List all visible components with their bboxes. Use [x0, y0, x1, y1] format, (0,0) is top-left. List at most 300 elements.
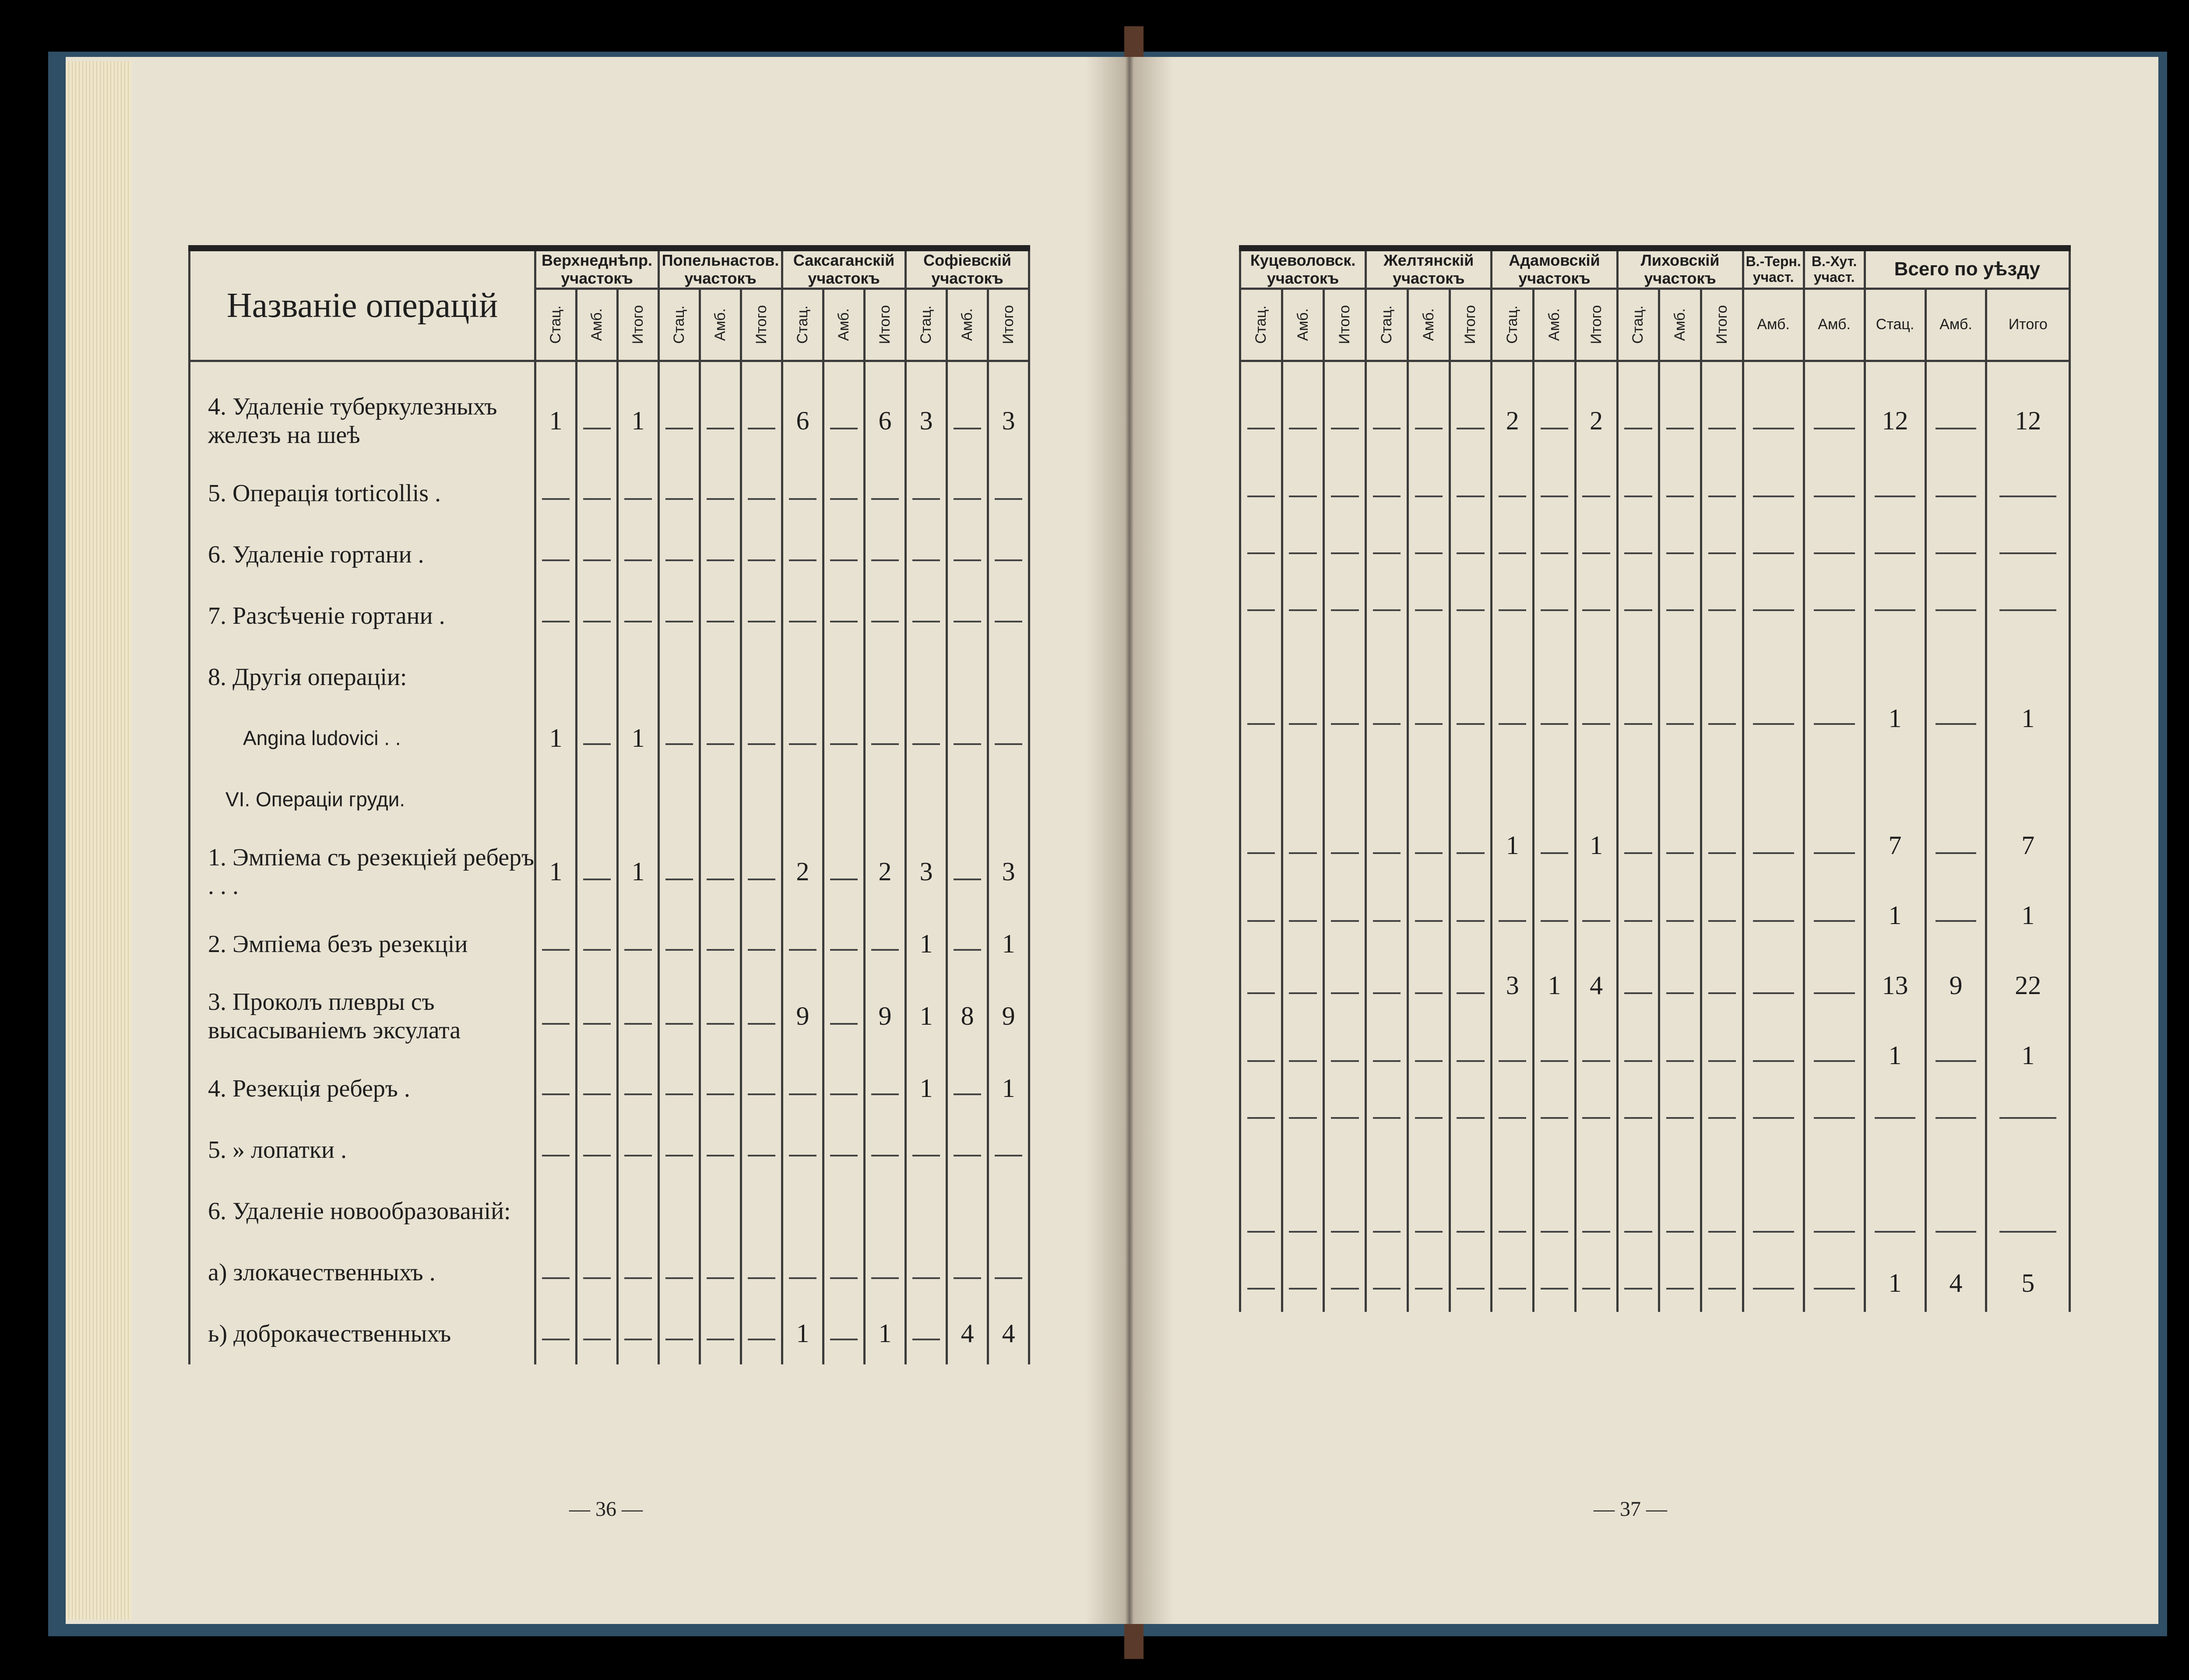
- value-cell: [1366, 1141, 1408, 1198]
- value-cell: 3: [988, 830, 1029, 914]
- value-cell: [1282, 690, 1324, 747]
- operation-name-header: Названіе операцій: [190, 248, 535, 361]
- value-cell: [1701, 804, 1743, 887]
- value-cell: [1743, 887, 1804, 944]
- column-subheader-label: Итого: [1336, 305, 1353, 344]
- district-header: В.-Хут. участ.: [1804, 248, 1865, 288]
- value-cell: [1617, 1141, 1659, 1198]
- value-cell: [1282, 463, 1324, 520]
- operation-name: a) злокачественныхъ .: [190, 1242, 535, 1303]
- column-subheader-label: Итого: [630, 305, 647, 344]
- spacer-cell: [1701, 361, 1743, 380]
- value-cell: [1743, 747, 1804, 804]
- table-row: [1240, 633, 2070, 690]
- value-cell: [659, 380, 700, 463]
- district-header: Адамовскій участокъ: [1492, 248, 1617, 288]
- value-cell: [1366, 944, 1408, 1027]
- value-cell: 2: [865, 830, 906, 914]
- value-cell: [1324, 520, 1366, 576]
- value-cell: [1366, 520, 1408, 576]
- value-cell: [618, 585, 659, 647]
- column-subheader-label: Итого: [1462, 305, 1479, 344]
- value-cell: [1534, 1141, 1576, 1198]
- value-cell: [865, 463, 906, 524]
- value-cell: [1240, 747, 1282, 804]
- column-subheader-label: Стац.: [1504, 305, 1521, 344]
- value-cell: [1743, 804, 1804, 887]
- value-cell: [1240, 804, 1282, 887]
- table-row: [190, 647, 1029, 708]
- column-subheader: [782, 288, 824, 361]
- spacer-cell: [618, 361, 659, 380]
- value-cell: [1408, 747, 1450, 804]
- value-cell: [1617, 1084, 1659, 1141]
- value-cell: [741, 975, 782, 1058]
- spacer-cell: [1240, 361, 1282, 380]
- value-cell: [1282, 887, 1324, 944]
- value-cell: [865, 1242, 906, 1303]
- value-cell: [1575, 1255, 1617, 1312]
- value-cell: [1925, 1141, 1986, 1198]
- value-cell: [824, 1119, 865, 1181]
- value-cell: [1925, 520, 1986, 576]
- column-subheader-label: Амб.: [588, 308, 605, 341]
- value-cell: 1: [1865, 1255, 1925, 1312]
- operation-name: 5. » лопатки .: [190, 1119, 535, 1181]
- table-row: [1240, 1141, 2070, 1198]
- value-cell: 9: [988, 975, 1029, 1058]
- value-cell: [1534, 520, 1576, 576]
- value-cell: 1: [1534, 944, 1576, 1027]
- value-cell: [1366, 380, 1408, 463]
- operation-name: 7. Разсѣченіе гортани .: [190, 585, 535, 647]
- value-cell: [988, 769, 1029, 830]
- value-cell: [1240, 1198, 1282, 1255]
- column-subheader: [1240, 288, 1282, 361]
- value-cell: [1366, 463, 1408, 520]
- book-gutter: [1086, 57, 1173, 1624]
- value-cell: [1986, 576, 2070, 633]
- spacer-cell: [700, 361, 741, 380]
- column-subheader-label: Стац.: [918, 305, 935, 344]
- value-cell: [618, 914, 659, 975]
- value-cell: [659, 1181, 700, 1242]
- value-cell: 2: [1492, 380, 1534, 463]
- operation-name: 5. Операція torticollis .: [190, 463, 535, 524]
- value-cell: [1701, 1141, 1743, 1198]
- table-row: [190, 463, 1029, 524]
- table-row: [190, 1181, 1029, 1242]
- value-cell: [1282, 1198, 1324, 1255]
- spacer-cell: [1450, 361, 1492, 380]
- value-cell: [1743, 1027, 1804, 1084]
- value-cell: [1701, 520, 1743, 576]
- value-cell: 6: [865, 380, 906, 463]
- value-cell: [700, 914, 741, 975]
- right-operations-table: [1239, 245, 2071, 1312]
- value-cell: [659, 647, 700, 708]
- district-header: Попельнастов. участокъ: [659, 248, 782, 288]
- value-cell: [1701, 944, 1743, 1027]
- spacer-cell: [1986, 361, 2070, 380]
- value-cell: [1240, 887, 1282, 944]
- value-cell: [1617, 1255, 1659, 1312]
- value-cell: [741, 647, 782, 708]
- value-cell: [1743, 463, 1804, 520]
- column-subheader: [659, 288, 700, 361]
- value-cell: [1986, 1084, 2070, 1141]
- value-cell: [535, 524, 577, 585]
- value-cell: [659, 1058, 700, 1119]
- operation-name: 4. Удаленіе туберкулезныхъ железъ на шеѣ: [190, 380, 535, 463]
- value-cell: [1366, 690, 1408, 747]
- value-cell: [782, 463, 824, 524]
- value-cell: [1534, 463, 1576, 520]
- value-cell: [1450, 690, 1492, 747]
- value-cell: [1575, 463, 1617, 520]
- value-cell: [1804, 1198, 1865, 1255]
- value-cell: [906, 1242, 947, 1303]
- value-cell: [577, 830, 618, 914]
- column-subheader-label: Итого: [1713, 305, 1730, 344]
- value-cell: [700, 1242, 741, 1303]
- value-cell: [1865, 1141, 1925, 1198]
- value-cell: [700, 1303, 741, 1364]
- value-cell: [1324, 576, 1366, 633]
- value-cell: [1804, 944, 1865, 1027]
- value-cell: [1659, 887, 1701, 944]
- value-cell: 4: [1575, 944, 1617, 1027]
- value-cell: [1986, 463, 2070, 520]
- value-cell: [1925, 1027, 1986, 1084]
- value-cell: [1450, 1141, 1492, 1198]
- value-cell: [1865, 1198, 1925, 1255]
- table-row: [1240, 576, 2070, 633]
- column-subheader-label: Стац.: [1252, 305, 1269, 344]
- value-cell: [824, 914, 865, 975]
- column-subheader: [1492, 288, 1534, 361]
- value-cell: [1450, 804, 1492, 887]
- value-cell: [1324, 1255, 1366, 1312]
- value-cell: [659, 975, 700, 1058]
- value-cell: [659, 524, 700, 585]
- value-cell: [1408, 804, 1450, 887]
- value-cell: [988, 585, 1029, 647]
- value-cell: 1: [535, 830, 577, 914]
- value-cell: [1366, 887, 1408, 944]
- value-cell: 4: [947, 1303, 988, 1364]
- table-row: [1240, 520, 2070, 576]
- value-cell: [947, 1058, 988, 1119]
- value-cell: [1617, 520, 1659, 576]
- value-cell: [824, 1181, 865, 1242]
- value-cell: [618, 463, 659, 524]
- value-cell: 5: [1986, 1255, 2070, 1312]
- value-cell: [1659, 520, 1701, 576]
- value-cell: [865, 1119, 906, 1181]
- value-cell: [824, 380, 865, 463]
- value-cell: [1408, 576, 1450, 633]
- value-cell: [782, 1058, 824, 1119]
- value-cell: 1: [988, 914, 1029, 975]
- table-spacer-row: [190, 361, 1029, 380]
- value-cell: [782, 708, 824, 769]
- district-header: Лиховскій участокъ: [1617, 248, 1743, 288]
- value-cell: [1492, 1027, 1534, 1084]
- column-subheader-label: Итого: [753, 305, 770, 344]
- value-cell: [741, 1303, 782, 1364]
- page-number-right: — 37 —: [1594, 1497, 1667, 1521]
- value-cell: [824, 1242, 865, 1303]
- column-subheader-label: Итого: [1587, 305, 1605, 344]
- spacer-cell: [865, 361, 906, 380]
- column-subheader-label: Стац.: [794, 305, 811, 344]
- value-cell: [618, 1119, 659, 1181]
- value-cell: [1366, 576, 1408, 633]
- value-cell: [1240, 576, 1282, 633]
- value-cell: [1282, 380, 1324, 463]
- value-cell: [1450, 1255, 1492, 1312]
- value-cell: [1534, 747, 1576, 804]
- value-cell: [1575, 887, 1617, 944]
- spacer-cell: [1743, 361, 1804, 380]
- district-header: Куцеволовск. участокъ: [1240, 248, 1366, 288]
- value-cell: [1986, 520, 2070, 576]
- table-row: [190, 1058, 1029, 1119]
- value-cell: [741, 769, 782, 830]
- value-cell: [865, 1181, 906, 1242]
- value-cell: 1: [618, 830, 659, 914]
- column-subheader-label: Итого: [2008, 316, 2048, 333]
- value-cell: [1659, 1255, 1701, 1312]
- column-subheader: [1534, 288, 1576, 361]
- value-cell: 3: [988, 380, 1029, 463]
- value-cell: [577, 769, 618, 830]
- value-cell: [659, 1119, 700, 1181]
- value-cell: [824, 585, 865, 647]
- column-subheader: [824, 288, 865, 361]
- value-cell: [1925, 576, 1986, 633]
- value-cell: [1617, 944, 1659, 1027]
- value-cell: [577, 1181, 618, 1242]
- value-cell: [700, 830, 741, 914]
- value-cell: 3: [1492, 944, 1534, 1027]
- value-cell: 1: [1986, 887, 2070, 944]
- value-cell: 12: [1865, 380, 1925, 463]
- value-cell: [1925, 463, 1986, 520]
- value-cell: [618, 1058, 659, 1119]
- value-cell: [782, 1119, 824, 1181]
- value-cell: [1986, 633, 2070, 690]
- value-cell: [700, 1058, 741, 1119]
- value-cell: [988, 647, 1029, 708]
- column-subheader-label: Амб.: [959, 308, 976, 341]
- value-cell: [1575, 1141, 1617, 1198]
- value-cell: [1659, 576, 1701, 633]
- value-cell: [865, 647, 906, 708]
- table-row: [190, 1242, 1029, 1303]
- value-cell: 3: [906, 830, 947, 914]
- value-cell: [1408, 887, 1450, 944]
- value-cell: [1925, 804, 1986, 887]
- column-subheader-label: Амб.: [1420, 308, 1437, 341]
- value-cell: [700, 769, 741, 830]
- page-edges: [66, 61, 131, 1620]
- table-row: [1240, 887, 2070, 944]
- value-cell: 1: [906, 975, 947, 1058]
- value-cell: [1450, 576, 1492, 633]
- value-cell: [1240, 690, 1282, 747]
- value-cell: [947, 463, 988, 524]
- value-cell: [1240, 633, 1282, 690]
- value-cell: [1408, 633, 1450, 690]
- value-cell: [1450, 463, 1492, 520]
- value-cell: [659, 1303, 700, 1364]
- value-cell: [1804, 576, 1865, 633]
- value-cell: [824, 975, 865, 1058]
- value-cell: [1743, 1255, 1804, 1312]
- value-cell: 1: [865, 1303, 906, 1364]
- value-cell: [1743, 576, 1804, 633]
- value-cell: [988, 524, 1029, 585]
- value-cell: [988, 1181, 1029, 1242]
- value-cell: [1865, 463, 1925, 520]
- value-cell: [1659, 1198, 1701, 1255]
- value-cell: 22: [1986, 944, 2070, 1027]
- value-cell: [947, 647, 988, 708]
- value-cell: 13: [1865, 944, 1925, 1027]
- column-subheader-label: Амб.: [1757, 316, 1790, 333]
- column-subheader-label: Стац.: [1378, 305, 1395, 344]
- spacer-cell: [535, 361, 577, 380]
- value-cell: [1701, 463, 1743, 520]
- value-cell: [1450, 944, 1492, 1027]
- value-cell: [618, 1303, 659, 1364]
- column-subheader-label: Стац.: [547, 305, 564, 344]
- value-cell: [1925, 887, 1986, 944]
- value-cell: [782, 585, 824, 647]
- value-cell: [1534, 887, 1576, 944]
- value-cell: [1450, 1084, 1492, 1141]
- value-cell: [782, 1242, 824, 1303]
- value-cell: [1617, 747, 1659, 804]
- value-cell: [1986, 1141, 2070, 1198]
- value-cell: [1282, 1027, 1324, 1084]
- value-cell: [1366, 1027, 1408, 1084]
- value-cell: [824, 830, 865, 914]
- value-cell: [1701, 380, 1743, 463]
- value-cell: [1617, 463, 1659, 520]
- column-subheader: [1324, 288, 1366, 361]
- table-spacer-row: [1240, 361, 2070, 380]
- value-cell: [1324, 1141, 1366, 1198]
- table-row: [190, 830, 1029, 914]
- value-cell: [1324, 944, 1366, 1027]
- value-cell: [1450, 1027, 1492, 1084]
- value-cell: [1743, 1084, 1804, 1141]
- operation-name: Angina ludovici . .: [190, 708, 535, 769]
- value-cell: [1366, 1198, 1408, 1255]
- spacer-cell: [824, 361, 865, 380]
- value-cell: [1617, 1027, 1659, 1084]
- value-cell: [1575, 576, 1617, 633]
- value-cell: [1240, 380, 1282, 463]
- column-subheader: [947, 288, 988, 361]
- value-cell: 1: [618, 708, 659, 769]
- column-subheader: [1986, 288, 2070, 361]
- operation-name: 6. Удаленіе новообразованій:: [190, 1181, 535, 1242]
- value-cell: [1492, 463, 1534, 520]
- value-cell: [906, 585, 947, 647]
- value-cell: [1282, 1141, 1324, 1198]
- value-cell: [741, 585, 782, 647]
- value-cell: [1865, 747, 1925, 804]
- value-cell: [1743, 633, 1804, 690]
- spacer-cell: [741, 361, 782, 380]
- spacer-cell: [659, 361, 700, 380]
- value-cell: [1324, 747, 1366, 804]
- column-subheader: [1701, 288, 1743, 361]
- column-subheader: [700, 288, 741, 361]
- value-cell: [906, 647, 947, 708]
- spacer-cell: [1534, 361, 1576, 380]
- value-cell: [659, 1242, 700, 1303]
- column-subheader: [1743, 288, 1804, 361]
- value-cell: [618, 769, 659, 830]
- value-cell: [741, 830, 782, 914]
- value-cell: 1: [1986, 690, 2070, 747]
- value-cell: 1: [1986, 1027, 2070, 1084]
- value-cell: [577, 585, 618, 647]
- value-cell: [1534, 380, 1576, 463]
- value-cell: 7: [1865, 804, 1925, 887]
- column-subheader: [1865, 288, 1925, 361]
- district-header: Саксаганскій участокъ: [782, 248, 906, 288]
- value-cell: [1743, 380, 1804, 463]
- column-subheader: [906, 288, 947, 361]
- value-cell: 1: [1865, 1027, 1925, 1084]
- value-cell: 7: [1986, 804, 2070, 887]
- value-cell: [865, 585, 906, 647]
- value-cell: [906, 1181, 947, 1242]
- value-cell: [1701, 1255, 1743, 1312]
- value-cell: [1925, 690, 1986, 747]
- value-cell: 1: [1575, 804, 1617, 887]
- value-cell: [1282, 944, 1324, 1027]
- value-cell: [947, 769, 988, 830]
- value-cell: 1: [1492, 804, 1534, 887]
- value-cell: [659, 830, 700, 914]
- value-cell: [700, 1119, 741, 1181]
- value-cell: [1701, 690, 1743, 747]
- value-cell: [782, 1181, 824, 1242]
- value-cell: [1659, 380, 1701, 463]
- value-cell: [1659, 633, 1701, 690]
- value-cell: 1: [906, 914, 947, 975]
- column-subheader: [988, 288, 1029, 361]
- total-header: Всего по уѣзду: [1865, 248, 2069, 288]
- value-cell: [947, 830, 988, 914]
- value-cell: [1366, 1084, 1408, 1141]
- value-cell: [577, 463, 618, 524]
- value-cell: [1408, 944, 1450, 1027]
- value-cell: [535, 914, 577, 975]
- column-subheader: [535, 288, 577, 361]
- value-cell: [1324, 1198, 1366, 1255]
- value-cell: [1617, 887, 1659, 944]
- value-cell: 9: [782, 975, 824, 1058]
- value-cell: [1492, 1255, 1534, 1312]
